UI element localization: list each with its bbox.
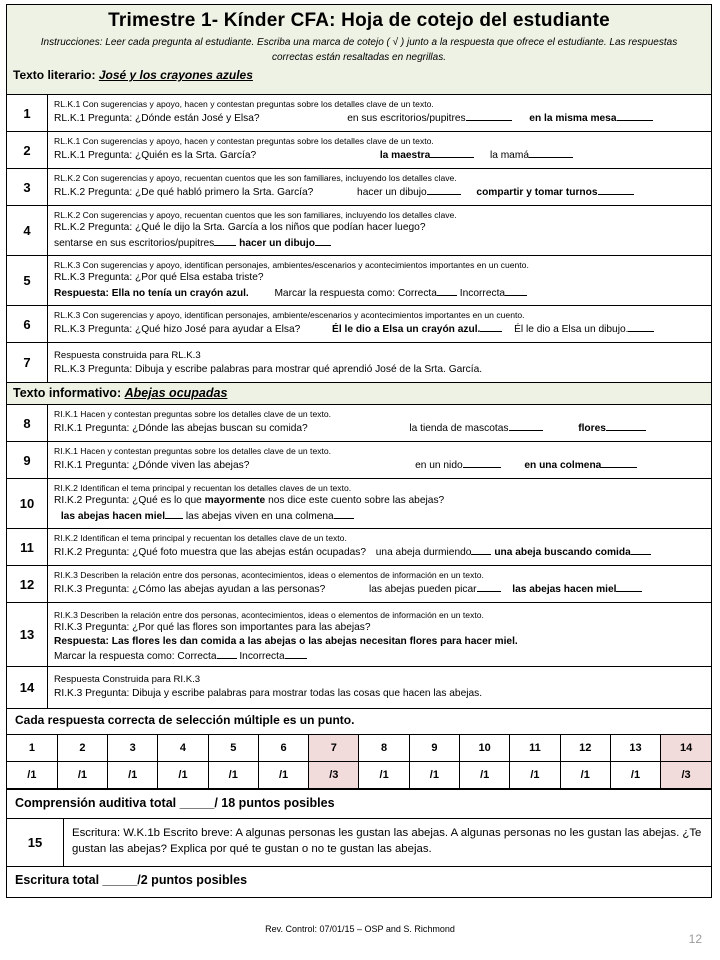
correct-answer-option: una abeja buscando comida bbox=[494, 547, 631, 558]
score-header-cell: 12 bbox=[560, 735, 610, 762]
answer-option: la mamá bbox=[489, 150, 530, 161]
question-text: RI.K.2 Pregunta: ¿Qué es lo que mayormente nos dice este cuento sobre las abejas? bbox=[54, 495, 445, 506]
page-number: 12 bbox=[688, 932, 702, 946]
question-text: RI.K.3 Pregunta: ¿Por qué las flores son importantes para las abejas? bbox=[54, 622, 371, 633]
question-number: 13 bbox=[7, 603, 48, 666]
question-row-12 bbox=[7, 566, 711, 603]
score-value-row bbox=[7, 762, 711, 789]
question-text: RI.K.2 Pregunta: ¿Qué foto muestra que las abejas están ocupadas? bbox=[54, 547, 367, 558]
score-value-cell[interactable]: /1 bbox=[57, 762, 107, 789]
literary-text-title: José y los crayones azules bbox=[98, 68, 253, 82]
question-row-8 bbox=[7, 405, 711, 442]
standard-text: Respuesta construida para RL.K.3 bbox=[54, 350, 201, 361]
question-number: 4 bbox=[7, 206, 48, 255]
question-number: 8 bbox=[7, 405, 48, 441]
score-header-cell: 3 bbox=[108, 735, 158, 762]
question-text: RL.K.1 Pregunta: ¿Dónde están José y Elsa? bbox=[54, 113, 260, 124]
score-value-cell[interactable]: /1 bbox=[560, 762, 610, 789]
score-header-cell: 1 bbox=[7, 735, 57, 762]
question-text: RI.K.1 Pregunta: ¿Dónde las abejas buscan su comida? bbox=[54, 423, 308, 434]
checkmark-blank[interactable] bbox=[601, 457, 637, 468]
checkmark-blank[interactable] bbox=[628, 321, 654, 332]
checkmark-blank[interactable] bbox=[480, 321, 502, 332]
question-number: 7 bbox=[7, 343, 48, 382]
question-number: 1 bbox=[7, 95, 48, 131]
score-value-cell[interactable]: /1 bbox=[610, 762, 660, 789]
checkmark-blank[interactable] bbox=[529, 147, 573, 158]
mark-incorrect-label: Incorrecta bbox=[239, 651, 285, 662]
score-header-cell: 10 bbox=[460, 735, 510, 762]
informational-section-heading: Texto informativo: Abejas ocupadas bbox=[7, 383, 711, 405]
question-number: 9 bbox=[7, 442, 48, 478]
question-number: 14 bbox=[7, 667, 48, 708]
standard-text: RL.K.2 Con sugerencias y apoyo, recuentan cuentos que les son familiares, incluyendo los detalles clave. bbox=[54, 173, 457, 183]
correct-answer-option: las abejas hacen miel bbox=[512, 584, 617, 595]
checkmark-blank[interactable] bbox=[466, 110, 512, 121]
literary-section-heading: Texto literario: José y los crayones azules bbox=[13, 68, 253, 82]
writing-prompt: Escritura: W.K.1b Escrito breve: A algunas personas les gustan las abejas. A algunas personas no les gustan las abejas. ¿Te gustan las abejas? Explica por qué te gustan o no te gustan las abejas. bbox=[72, 827, 702, 855]
question-text: RL.K.3 Pregunta: ¿Por qué Elsa estaba triste? bbox=[54, 272, 264, 283]
standard-text: RI.K.1 Hacen y contestan preguntas sobre los detalles clave de un texto. bbox=[54, 446, 332, 456]
answer-option: sentarse en sus escritorios/pupitres bbox=[54, 237, 215, 249]
checkmark-blank[interactable] bbox=[285, 648, 307, 659]
question-row-5 bbox=[7, 256, 711, 306]
mark-incorrect-label: Incorrecta bbox=[459, 287, 506, 299]
score-value-cell[interactable]: /1 bbox=[359, 762, 409, 789]
checkmark-blank[interactable] bbox=[315, 235, 331, 246]
question-number: 5 bbox=[7, 256, 48, 305]
checkmark-blank[interactable] bbox=[463, 457, 501, 468]
score-header-cell: 7 bbox=[309, 735, 359, 762]
question-row-2 bbox=[7, 132, 711, 169]
score-value-cell[interactable]: /1 bbox=[158, 762, 208, 789]
score-header-row bbox=[7, 735, 711, 762]
score-value-cell[interactable]: /1 bbox=[258, 762, 308, 789]
mark-correct-label: Marcar la respuesta como: Correcta bbox=[274, 287, 437, 299]
score-value-cell[interactable]: /3 bbox=[661, 762, 711, 789]
answer-option: las abejas viven en una colmena bbox=[185, 510, 334, 522]
checkmark-blank[interactable] bbox=[509, 420, 543, 431]
standard-text: RL.K.3 Con sugerencias y apoyo, identifican personajes, ambientes/escenarios y acontecimientos importantes en un cuento. bbox=[54, 260, 529, 270]
score-table bbox=[7, 735, 711, 789]
answer-option: Él le dio a Elsa un dibujo. bbox=[514, 324, 629, 335]
checkmark-blank[interactable] bbox=[334, 508, 354, 519]
score-value-cell[interactable]: /1 bbox=[510, 762, 560, 789]
question-row-14 bbox=[7, 667, 711, 709]
score-header-cell: 13 bbox=[610, 735, 660, 762]
correct-answer-option: compartir y tomar turnos bbox=[476, 187, 598, 198]
question-number: 2 bbox=[7, 132, 48, 168]
answer-option: la tienda de mascotas bbox=[409, 423, 509, 434]
correct-response: Respuesta: Las flores les dan comida a las abejas o las abejas necesitan flores para hacer miel. bbox=[54, 635, 518, 647]
answer-option: las abejas pueden picar bbox=[368, 584, 477, 595]
score-header-cell: 11 bbox=[510, 735, 560, 762]
checkmark-blank[interactable] bbox=[437, 285, 457, 296]
checkmark-blank[interactable] bbox=[471, 544, 491, 555]
listening-total: Comprensión auditiva total _____/ 18 puntos posibles bbox=[7, 789, 711, 819]
question-text: RI.K.1 Pregunta: ¿Dónde viven las abejas? bbox=[54, 460, 250, 471]
correct-answer-option: en la misma mesa bbox=[529, 113, 617, 124]
correct-answer-option: la maestra bbox=[379, 150, 431, 161]
standard-text: RI.K.1 Hacen y contestan preguntas sobre los detalles clave de un texto. bbox=[54, 409, 332, 419]
correct-answer-option: las abejas hacen miel bbox=[60, 510, 166, 522]
standard-text: RI.K.3 Describen la relación entre dos personas, acontecimientos, ideas o elementos de información en un texto. bbox=[54, 610, 484, 620]
checkmark-blank[interactable] bbox=[430, 147, 474, 158]
checkmark-blank[interactable] bbox=[598, 184, 634, 195]
checkmark-blank[interactable] bbox=[617, 110, 653, 121]
instructions: Instrucciones: Leer cada pregunta al estudiante. Escriba una marca de cotejo ( √ ) junto a la respuesta que ofrece el estudiante. Las respuestas correctas están resaltadas en negrillas. bbox=[40, 37, 678, 63]
standard-text: RI.K.3 Describen la relación entre dos personas, acontecimientos, ideas o elementos de información en un texto. bbox=[54, 570, 484, 580]
question-row-9 bbox=[7, 442, 711, 479]
score-value-cell[interactable]: /1 bbox=[7, 762, 57, 789]
answer-option: una abeja durmiendo bbox=[375, 547, 472, 558]
revision-footer: Rev. Control: 07/01/15 – OSP and S. Richmond bbox=[265, 924, 455, 934]
score-value-cell[interactable]: /3 bbox=[309, 762, 359, 789]
checkmark-blank[interactable] bbox=[616, 581, 642, 592]
standard-text: RL.K.2 Con sugerencias y apoyo, recuentan cuentos que les son familiares, incluyendo los detalles clave. bbox=[54, 210, 457, 220]
question-row-10 bbox=[7, 479, 711, 529]
correct-answer-option: hacer un dibujo bbox=[239, 237, 315, 249]
correct-response: Respuesta: Ella no tenía un crayón azul. bbox=[54, 287, 249, 299]
informational-text-title: Abejas ocupadas bbox=[124, 386, 228, 400]
checkmark-blank[interactable] bbox=[427, 184, 461, 195]
question-text: RI.K.3 Pregunta: ¿Cómo las abejas ayudan a las personas? bbox=[54, 584, 326, 595]
standard-text: RI.K.2 Identifican el tema principal y recuentan los detalles claves de un texto. bbox=[54, 483, 352, 493]
standard-text: RL.K.1 Con sugerencias y apoyo, hacen y contestan preguntas sobre los detalles clave de un texto. bbox=[54, 136, 434, 146]
score-header-cell: 6 bbox=[258, 735, 308, 762]
question-text: RL.K.3 Pregunta: Dibuja y escribe palabras para mostrar qué aprendió José de la Srta. García. bbox=[54, 363, 483, 375]
standard-text: RL.K.3 Con sugerencias y apoyo, identifican personajes, ambiente/escenarios y acontecimientos importantes en un cuento. bbox=[54, 310, 525, 320]
question-row-11 bbox=[7, 529, 711, 566]
score-value-cell[interactable]: /1 bbox=[409, 762, 459, 789]
question-number: 15 bbox=[7, 819, 64, 866]
correct-answer-option: flores bbox=[578, 423, 606, 434]
checkmark-blank[interactable] bbox=[217, 648, 237, 659]
standard-text: Respuesta Construida para RI.K.3 bbox=[54, 674, 201, 685]
question-row-13 bbox=[7, 603, 711, 667]
score-header-cell: 9 bbox=[409, 735, 459, 762]
question-number: 10 bbox=[7, 479, 48, 528]
checkmark-blank[interactable] bbox=[214, 235, 236, 246]
score-header-cell: 8 bbox=[359, 735, 409, 762]
question-text: RL.K.1 Pregunta: ¿Quién es la Srta. García? bbox=[54, 150, 257, 161]
score-value-cell[interactable]: /1 bbox=[460, 762, 510, 789]
mark-correct-label: Marcar la respuesta como: Correcta bbox=[54, 651, 217, 662]
answer-option: hacer un dibujo bbox=[357, 187, 427, 198]
question-text: RL.K.3 Pregunta: ¿Qué hizo José para ayudar a Elsa? bbox=[54, 324, 301, 335]
question-number: 3 bbox=[7, 169, 48, 205]
checkmark-blank[interactable] bbox=[165, 508, 183, 519]
score-header-cell: 4 bbox=[158, 735, 208, 762]
answer-option: en sus escritorios/pupitres bbox=[347, 113, 466, 124]
score-value-cell[interactable]: /1 bbox=[208, 762, 258, 789]
score-header-cell: 5 bbox=[208, 735, 258, 762]
score-value-cell[interactable]: /1 bbox=[108, 762, 158, 789]
writing-row bbox=[7, 819, 711, 867]
multiple-choice-note: Cada respuesta correcta de selección múltiple es un punto. bbox=[7, 709, 711, 735]
correct-answer-option: en una colmena bbox=[524, 460, 602, 471]
question-text: RL.K.2 Pregunta: ¿De qué habló primero la Srta. García? bbox=[54, 187, 314, 198]
question-row-6 bbox=[7, 306, 711, 343]
sheet-header bbox=[7, 5, 711, 95]
checklist-sheet bbox=[6, 4, 712, 898]
correct-answer-option: Él le dio a Elsa un crayón azul. bbox=[332, 324, 481, 335]
standard-text: RI.K.2 Identifican el tema principal y recuentan los detalles clave de un texto. bbox=[54, 533, 347, 543]
question-number: 11 bbox=[7, 529, 48, 565]
answer-option: en un nido bbox=[415, 460, 463, 471]
question-text: RL.K.2 Pregunta: ¿Qué le dijo la Srta. García a los niños que podían hacer luego? bbox=[54, 222, 426, 233]
question-number: 6 bbox=[7, 306, 48, 342]
question-row-3 bbox=[7, 169, 711, 206]
score-header-cell: 2 bbox=[57, 735, 107, 762]
checkmark-blank[interactable] bbox=[505, 285, 527, 296]
checkmark-blank[interactable] bbox=[477, 581, 501, 592]
question-row-7 bbox=[7, 343, 711, 383]
question-number: 12 bbox=[7, 566, 48, 602]
writing-total: Escritura total _____/2 puntos posibles bbox=[15, 873, 248, 887]
standard-text: RL.K.1 Con sugerencias y apoyo, hacen y contestan preguntas sobre los detalles clave de un texto. bbox=[54, 99, 434, 109]
checkmark-blank[interactable] bbox=[606, 420, 646, 431]
question-text: RI.K.3 Pregunta: Dibuja y escribe palabras para mostrar todas las cosas que hacen las abejas. bbox=[54, 687, 483, 699]
question-row-1 bbox=[7, 95, 711, 132]
score-header-cell: 14 bbox=[661, 735, 711, 762]
page-title: Trimestre 1- Kínder CFA: Hoja de cotejo del estudiante bbox=[108, 10, 610, 31]
checkmark-blank[interactable] bbox=[631, 544, 651, 555]
question-row-4 bbox=[7, 206, 711, 256]
